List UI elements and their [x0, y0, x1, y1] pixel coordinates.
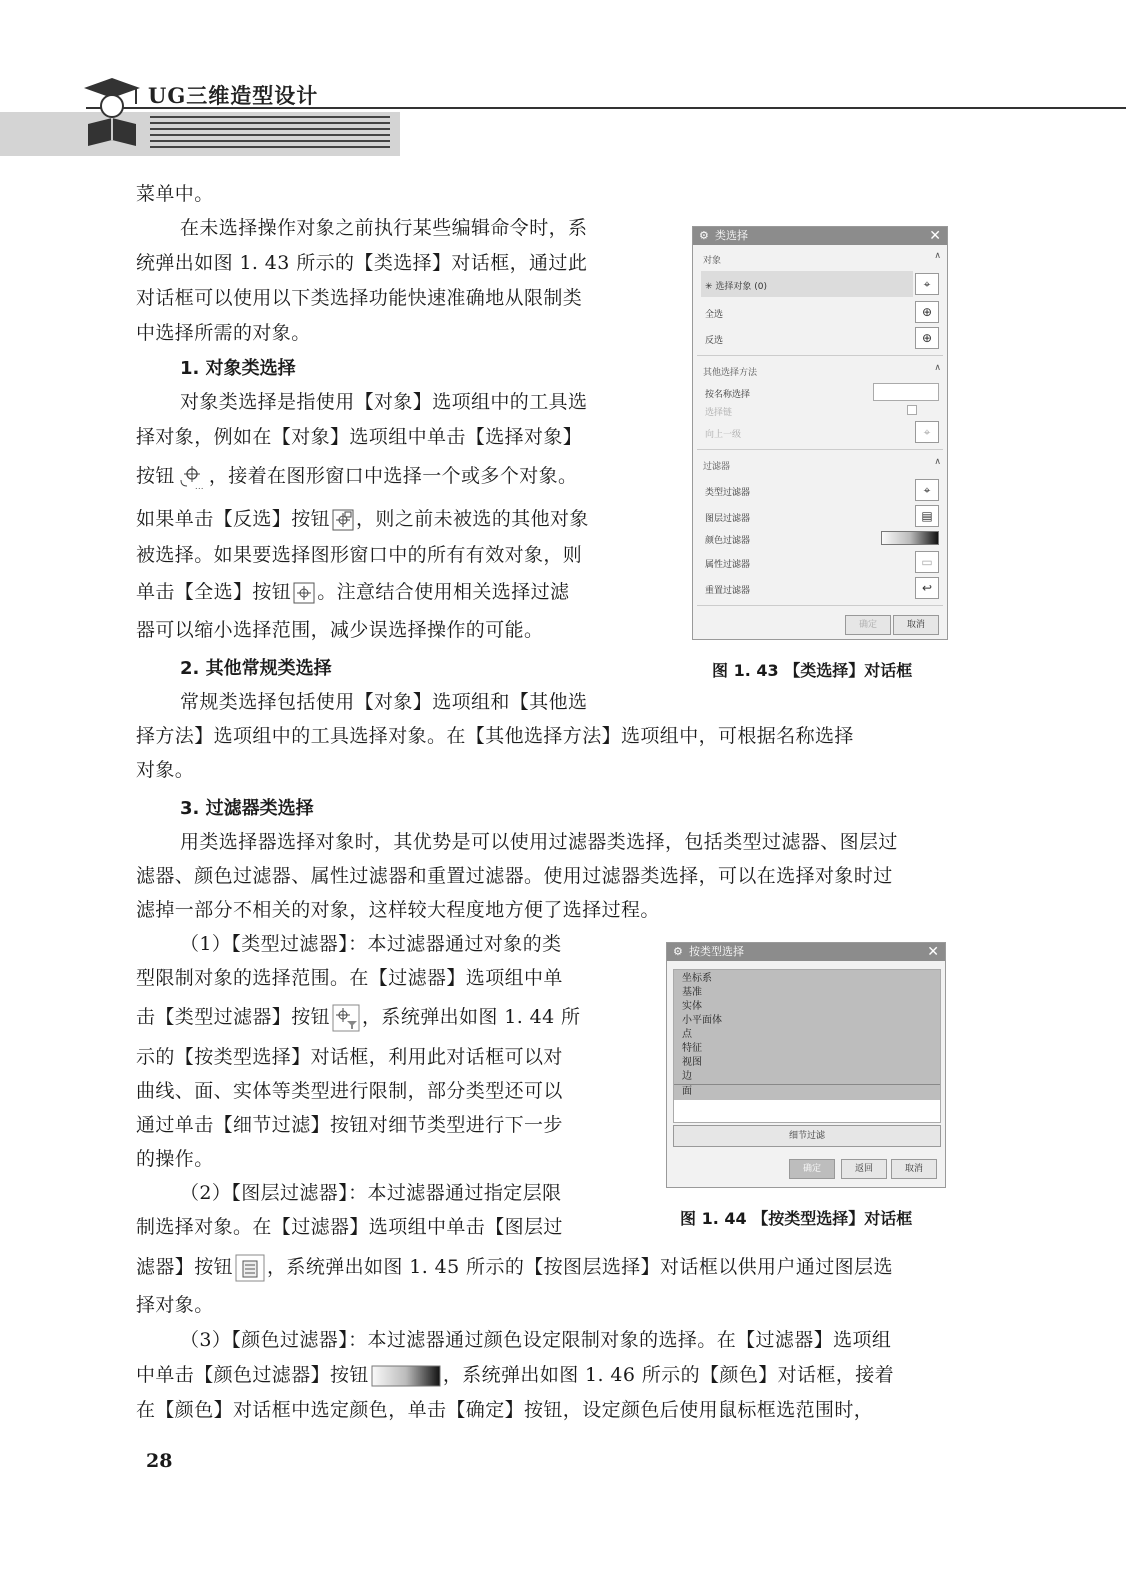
- paragraph-line: 的操作。: [136, 1148, 214, 1170]
- up-one-level-label: 向上一级: [705, 430, 742, 440]
- chevron-up-icon[interactable]: ∧: [934, 251, 941, 261]
- section-heading: 3. 过滤器类选择: [180, 798, 314, 819]
- up-one-level-button[interactable]: ⌖: [915, 421, 939, 443]
- list-item[interactable]: 视图: [682, 1057, 702, 1068]
- divider: [697, 355, 943, 356]
- type-list-selected-block: [674, 970, 940, 1100]
- gear-icon: ⚙: [699, 229, 709, 242]
- paragraph-line: 器可以缩小选择范围，减少误选择操作的可能。: [136, 619, 544, 641]
- paragraph-line: 滤掉一部分不相关的对象，这样较大程度地方便了选择过程。: [136, 899, 660, 921]
- paragraph-line: 对象类选择是指使用【对象】选项组中的工具选: [180, 391, 588, 413]
- type-filter-button[interactable]: ⌖: [915, 479, 939, 501]
- chevron-up-icon[interactable]: ∧: [934, 457, 941, 467]
- paragraph-line: 中单击【颜色过滤器】按钮 ，系统弹出如图 1. 46 所示的【颜色】对话框，接着: [136, 1364, 895, 1386]
- layer-filter-icon: [235, 1254, 265, 1282]
- paragraph-line: 如果单击【反选】按钮 ，则之前未被选的其他对象: [136, 508, 589, 530]
- paragraph-line: 择对象，例如在【对象】选项组中单击【选择对象】: [136, 426, 583, 448]
- cancel-button[interactable]: 取消: [893, 615, 939, 635]
- dialog-titlebar: [667, 943, 945, 961]
- class-selection-dialog: [692, 226, 948, 640]
- paragraph-line: （1）【类型过滤器】：本过滤器通过对象的类: [180, 933, 562, 955]
- page-number: 28: [146, 1450, 173, 1472]
- paragraph-line: 被选择。如果要选择图形窗口中的所有有效对象，则: [136, 544, 583, 566]
- type-filter-label: 类型过滤器: [705, 488, 751, 498]
- paragraph-line: 对象。: [136, 759, 195, 781]
- layer-filter-button[interactable]: ▤: [915, 505, 939, 527]
- select-all-icon: [293, 582, 315, 604]
- section-other-label: 其他选择方法: [703, 368, 758, 378]
- attribute-filter-button[interactable]: ▭: [915, 551, 939, 573]
- select-object-label: ✳ 选择对象 (0): [705, 282, 768, 292]
- list-item[interactable]: 面: [674, 1084, 940, 1099]
- list-item[interactable]: 点: [682, 1029, 692, 1040]
- type-list[interactable]: [673, 969, 941, 1123]
- section-object-label: 对象: [703, 256, 722, 266]
- invert-selection-icon: [332, 509, 354, 531]
- invert-label: 反选: [705, 336, 724, 346]
- header-stripes: [150, 116, 390, 148]
- color-filter-icon: [371, 1365, 441, 1387]
- attribute-filter-label: 属性过滤器: [705, 560, 751, 570]
- paragraph-line: 在【颜色】对话框中选定颜色，单击【确定】按钮，设定颜色后使用鼠标框选范围时，: [136, 1399, 874, 1421]
- paragraph-line: 择对象。: [136, 1294, 214, 1316]
- section-heading: 2. 其他常规类选择: [180, 658, 332, 679]
- list-item[interactable]: 基准: [682, 987, 702, 998]
- type-filter-icon: [332, 1004, 360, 1032]
- list-item[interactable]: 实体: [682, 1001, 702, 1012]
- dialog-title: 类选择: [715, 229, 748, 242]
- select-object-icon: [177, 464, 207, 490]
- reset-filter-label: 重置过滤器: [705, 586, 751, 596]
- paragraph-line: 曲线、面、实体等类型进行限制，部分类型还可以: [136, 1080, 563, 1102]
- chevron-up-icon[interactable]: ∧: [934, 363, 941, 373]
- paragraph-line: 常规类选择包括使用【对象】选项组和【其他选: [180, 691, 588, 713]
- paragraph-line: 用类选择器选择对象时，其优势是可以使用过滤器类选择，包括类型过滤器、图层过: [180, 831, 898, 853]
- paragraph-line: 击【类型过滤器】按钮 ，系统弹出如图 1. 44 所: [136, 1004, 580, 1032]
- paragraph-line: 按钮 ... ，接着在图形窗口中选择一个或多个对象。: [136, 465, 578, 490]
- select-object-button[interactable]: ⌖: [915, 273, 939, 295]
- paragraph-line: 通过单击【细节过滤】按钮对细节类型进行下一步: [136, 1114, 563, 1136]
- paragraph-line: 统弹出如图 1. 43 所示的【类选择】对话框，通过此: [136, 252, 588, 274]
- section-heading: 1. 对象类选择: [180, 358, 296, 379]
- detail-filter-button[interactable]: 细节过滤: [673, 1125, 941, 1147]
- by-name-label: 按名称选择: [705, 390, 751, 400]
- paragraph-line: 滤器】按钮 ，系统弹出如图 1. 45 所示的【按图层选择】对话框以供用户通过图层选: [136, 1254, 893, 1282]
- dialog-titlebar: [693, 227, 947, 245]
- list-item[interactable]: 特征: [682, 1043, 702, 1054]
- paragraph-line: 滤器、颜色过滤器、属性过滤器和重置过滤器。使用过滤器类选择，可以在选择对象时过: [136, 865, 893, 887]
- graduate-reading-logo-icon: [82, 74, 142, 146]
- select-chain-checkbox[interactable]: [907, 405, 917, 415]
- list-item[interactable]: 边: [682, 1071, 692, 1082]
- dialog-title: 按类型选择: [689, 945, 744, 958]
- select-by-type-dialog: [666, 942, 946, 1188]
- paragraph-line: 型限制对象的选择范围。在【过滤器】选项组中单: [136, 967, 563, 989]
- divider: [697, 449, 943, 450]
- paragraph-line: 示的【按类型选择】对话框，利用此对话框可以对: [136, 1046, 563, 1068]
- close-icon[interactable]: ✕: [929, 228, 941, 244]
- paragraph-line: 择方法】选项组中的工具选择对象。在【其他选择方法】选项组中，可根据名称选择: [136, 725, 854, 747]
- svg-text:...: ...: [194, 482, 204, 490]
- layer-filter-label: 图层过滤器: [705, 514, 751, 524]
- color-filter-label: 颜色过滤器: [705, 536, 751, 546]
- cancel-button[interactable]: 取消: [891, 1159, 937, 1179]
- close-icon[interactable]: ✕: [927, 944, 939, 960]
- color-filter-button[interactable]: [881, 531, 939, 545]
- ok-button[interactable]: 确定: [845, 615, 891, 635]
- paragraph-line: 对话框可以使用以下类选择功能快速准确地从限制类: [136, 287, 583, 309]
- invert-button[interactable]: ⊕: [915, 327, 939, 349]
- list-item[interactable]: 小平面体: [682, 1015, 722, 1026]
- paragraph-line: 中选择所需的对象。: [136, 322, 311, 344]
- by-name-input[interactable]: [873, 383, 939, 401]
- paragraph-line: 菜单中。: [136, 183, 214, 205]
- gear-icon: ⚙: [673, 945, 683, 958]
- ok-button[interactable]: 确定: [789, 1159, 835, 1179]
- paragraph-line: 制选择对象。在【过滤器】选项组中单击【图层过: [136, 1216, 563, 1238]
- paragraph-line: 单击【全选】按钮 。注意结合使用相关选择过滤: [136, 581, 570, 603]
- select-all-label: 全选: [705, 310, 724, 320]
- paragraph-line: （2）【图层过滤器】：本过滤器通过指定层限: [180, 1182, 562, 1204]
- paragraph-line: （3）【颜色过滤器】：本过滤器通过颜色设定限制对象的选择。在【过滤器】选项组: [180, 1329, 892, 1351]
- figure-caption: 图 1. 44 【按类型选择】对话框: [680, 1209, 913, 1228]
- select-chain-label: 选择链: [705, 408, 733, 418]
- paragraph-line: 在未选择操作对象之前执行某些编辑命令时，系: [180, 217, 588, 239]
- reset-filter-button[interactable]: ↩: [915, 577, 939, 599]
- list-item[interactable]: 坐标系: [682, 973, 712, 984]
- divider: [697, 605, 943, 606]
- header-title: UG三维造型设计: [148, 83, 319, 108]
- section-filter-label: 过滤器: [703, 462, 731, 472]
- select-all-button[interactable]: ⊕: [915, 301, 939, 323]
- figure-caption: 图 1. 43 【类选择】对话框: [712, 661, 913, 680]
- back-button[interactable]: 返回: [841, 1159, 887, 1179]
